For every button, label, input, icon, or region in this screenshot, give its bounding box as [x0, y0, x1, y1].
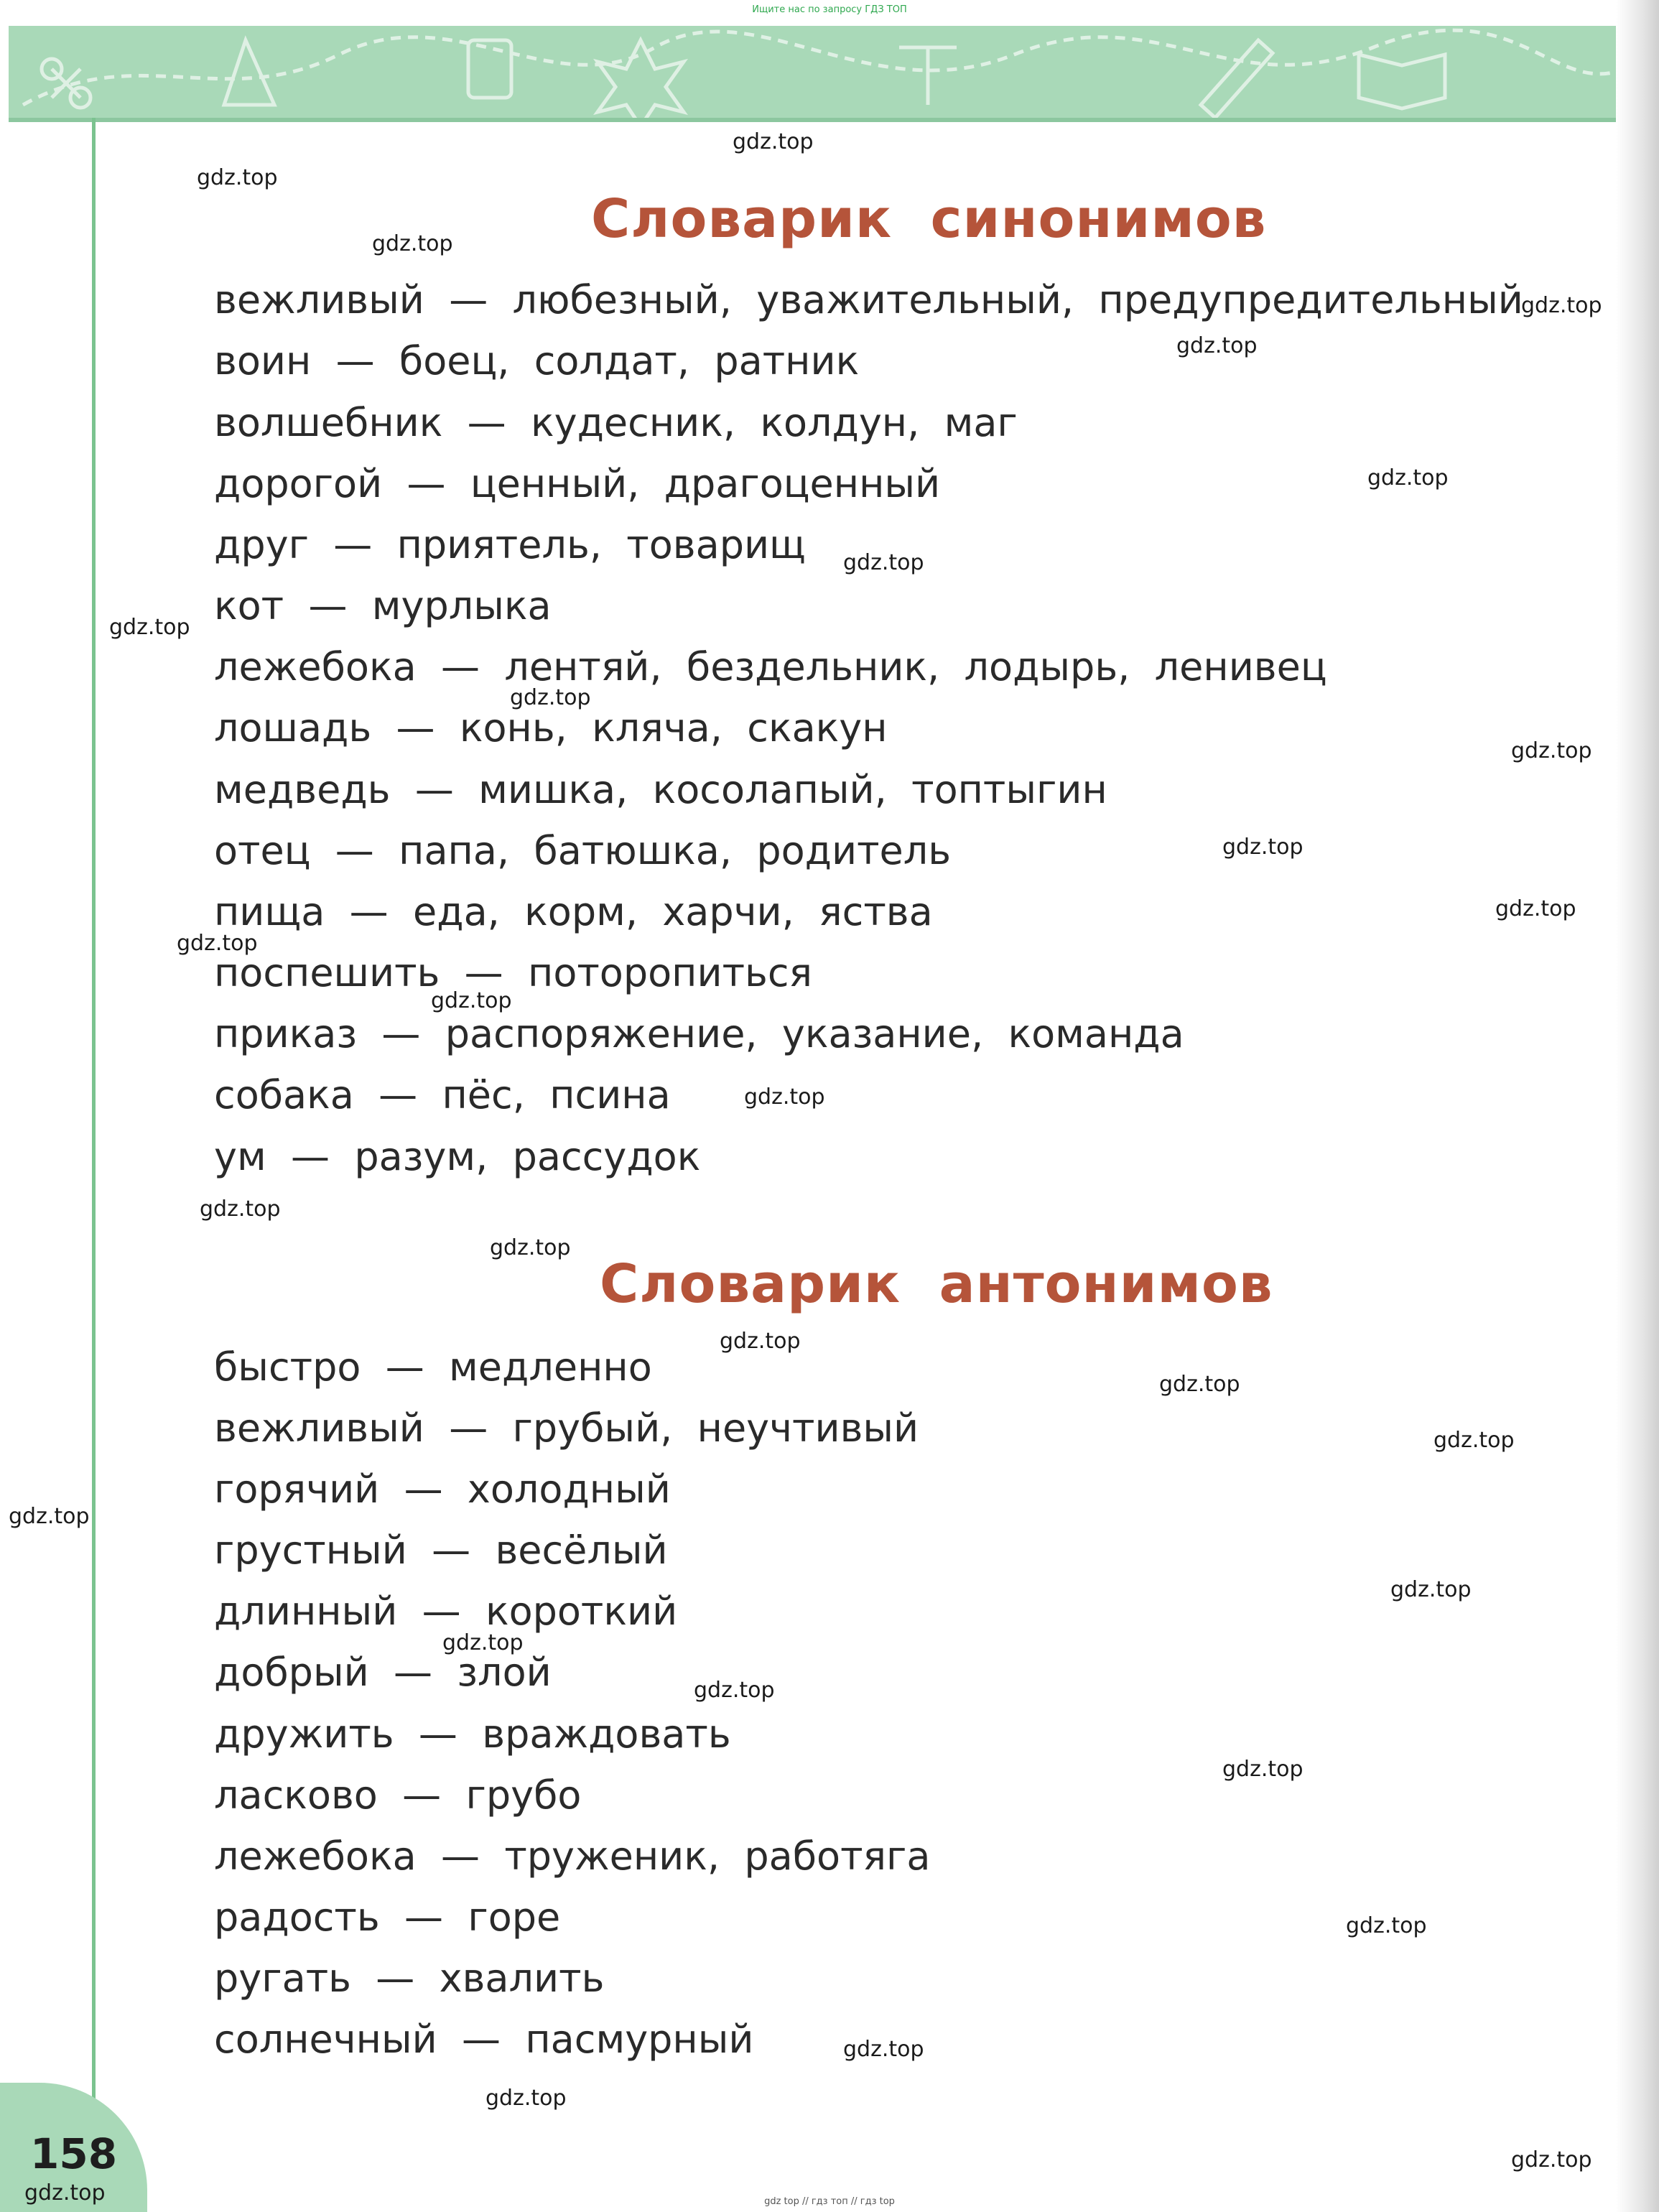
- header-note: Ищите нас по запросу ГДЗ ТОП: [752, 4, 907, 15]
- antonym-line: добрый — злой: [214, 1650, 552, 1695]
- watermark: gdz.top: [442, 1630, 524, 1655]
- antonym-line: радость — горе: [214, 1895, 561, 1940]
- synonym-line: дорогой — ценный, драгоценный: [214, 461, 941, 506]
- antonym-line: быстро — медленно: [214, 1344, 652, 1390]
- page-fold-shadow: [1616, 0, 1659, 2212]
- antonym-line: горячий — холодный: [214, 1467, 671, 1512]
- antonym-line: дружить — враждовать: [214, 1711, 731, 1757]
- watermark: gdz.top: [1367, 465, 1449, 491]
- antonym-line: длинный — короткий: [214, 1589, 678, 1634]
- synonym-line: пища — еда, корм, харчи, яства: [214, 889, 933, 934]
- antonym-line: солнечный — пасмурный: [214, 2017, 754, 2062]
- watermark: gdz.top: [694, 1678, 775, 1703]
- synonym-line: волшебник — кудесник, колдун, маг: [214, 400, 1018, 445]
- watermark: gdz.top: [510, 685, 591, 710]
- footer-note: gdz top // гдз топ // гдз top: [764, 2196, 895, 2207]
- watermark: gdz.top: [1433, 1428, 1515, 1453]
- watermark: gdz.top: [1176, 333, 1258, 358]
- watermark: gdz.top: [24, 2180, 106, 2206]
- synonym-line: лошадь — конь, кляча, скакун: [214, 705, 888, 750]
- synonym-line: отец — папа, батюшка, родитель: [214, 828, 952, 873]
- synonym-line: лежебока — лентяй, бездельник, лодырь, ленивец: [214, 644, 1327, 689]
- antonym-line: лежебока — труженик, работяга: [214, 1834, 931, 1879]
- watermark: gdz.top: [1346, 1913, 1427, 1938]
- watermark: gdz.top: [733, 129, 814, 154]
- watermark: gdz.top: [485, 2086, 567, 2111]
- watermark: gdz.top: [1222, 835, 1304, 860]
- synonym-line: поспешить — поторопиться: [214, 950, 813, 995]
- synonym-line: медведь — мишка, косолапый, топтыгин: [214, 767, 1107, 812]
- synonym-line: приказ — распоряжение, указание, команда: [214, 1011, 1184, 1056]
- watermark: gdz.top: [1390, 1577, 1472, 1602]
- watermark: gdz.top: [843, 2037, 924, 2062]
- synonym-line: вежливый — любезный, уважительный, предупредительный: [214, 277, 1523, 322]
- synonym-line: собака — пёс, псина: [214, 1072, 671, 1117]
- antonym-line: ругать — хвалить: [214, 1956, 605, 2001]
- antonym-line: грустный — весёлый: [214, 1528, 668, 1573]
- page-number: 158: [30, 2129, 118, 2178]
- synonym-line: друг — приятель, товарищ: [214, 522, 806, 567]
- antonyms-title: Словарик антонимов: [600, 1253, 1273, 1315]
- synonym-line: кот — мурлыка: [214, 583, 552, 628]
- watermark: gdz.top: [431, 988, 512, 1013]
- watermark: gdz.top: [1159, 1372, 1240, 1397]
- watermark: gdz.top: [177, 931, 258, 956]
- watermark: gdz.top: [372, 231, 453, 256]
- synonyms-title: Словарик синонимов: [591, 188, 1267, 250]
- watermark: gdz.top: [109, 615, 190, 640]
- synonym-line: воин — боец, солдат, ратник: [214, 338, 860, 384]
- watermark: gdz.top: [490, 1235, 571, 1260]
- watermark: gdz.top: [843, 550, 924, 575]
- left-margin-rule: [92, 118, 96, 2129]
- watermark: gdz.top: [1511, 2147, 1592, 2172]
- watermark: gdz.top: [200, 1196, 281, 1222]
- watermark: gdz.top: [1521, 293, 1602, 318]
- watermark: gdz.top: [744, 1084, 825, 1110]
- antonym-line: ласково — грубо: [214, 1772, 582, 1818]
- antonym-line: вежливый — грубый, неучтивый: [214, 1405, 919, 1451]
- school-supplies-pattern-icon: [9, 26, 1625, 118]
- watermark: gdz.top: [197, 165, 278, 190]
- watermark: gdz.top: [9, 1504, 90, 1529]
- watermark: gdz.top: [1222, 1757, 1304, 1782]
- watermark: gdz.top: [1511, 738, 1592, 763]
- watermark: gdz.top: [1495, 896, 1576, 921]
- decorative-banner: [9, 26, 1625, 122]
- watermark: gdz.top: [720, 1329, 801, 1354]
- synonym-line: ум — разум, рассудок: [214, 1134, 701, 1179]
